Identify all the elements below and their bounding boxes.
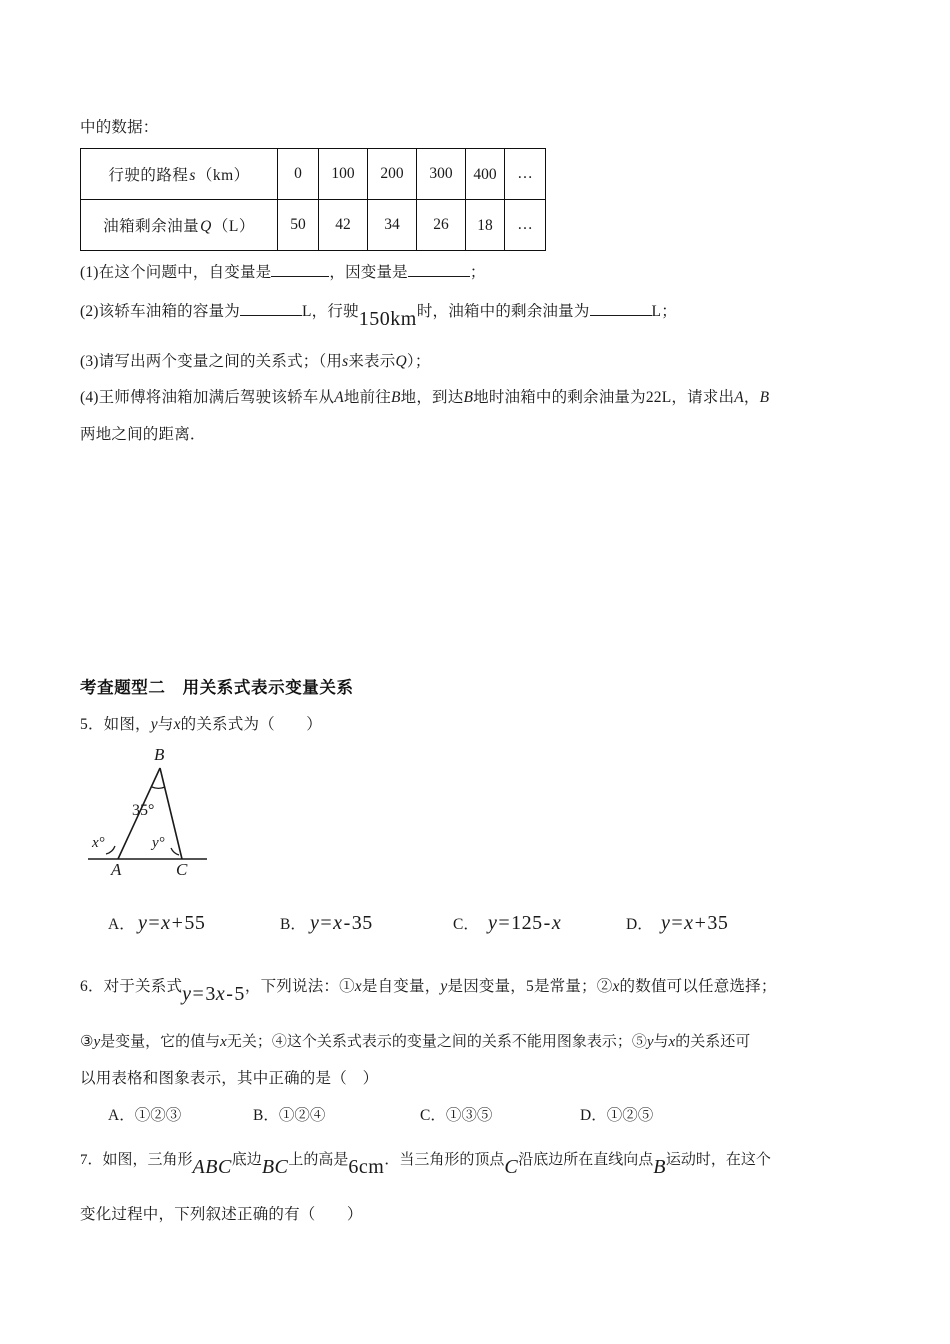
option-c[interactable] — [420, 1103, 492, 1125]
variable-x: x — [668, 1034, 676, 1050]
q6-l2-d: 与 — [653, 1034, 669, 1050]
q7-f: 运动时，在这个 — [665, 1152, 771, 1168]
q5-stem-b: 与 — [157, 716, 174, 733]
formula-op: + — [171, 912, 184, 934]
option-c-value: ①③⑤ — [445, 1107, 493, 1124]
option-b-formula — [310, 912, 373, 935]
triangle-abc: ABC — [192, 1156, 232, 1178]
option-c-label[interactable]: C． — [453, 916, 479, 933]
table-cell: 400 — [466, 149, 505, 200]
option-a-label: A． — [108, 1107, 135, 1124]
formula-lhs: y — [310, 912, 320, 934]
variable-x: x — [173, 716, 181, 733]
q6-l2-e: 的关系还可 — [675, 1034, 751, 1050]
formula-eq: = — [148, 912, 161, 934]
option-d-formula — [661, 912, 728, 935]
q5-stem-a: 5．如图， — [80, 716, 151, 733]
variable-x: x — [354, 978, 362, 995]
formula-eq: = — [671, 912, 684, 934]
question4-part4-line1 — [80, 388, 769, 408]
formula-num: 5 — [234, 983, 245, 1005]
point-b: B — [463, 389, 474, 406]
row-label-pre: 行驶的路程 — [108, 167, 189, 184]
formula-lhs: y — [138, 912, 148, 934]
angle-arc-b — [152, 787, 165, 788]
option-d-label[interactable]: D． — [626, 916, 653, 933]
table-cell: … — [505, 200, 546, 251]
table-cell: 34 — [368, 200, 417, 251]
part4-text-b: 地前往 — [343, 389, 391, 406]
option-a-formula — [138, 912, 205, 935]
variable-y: y — [440, 978, 448, 995]
answer-blank[interactable] — [240, 315, 302, 316]
formula-rhs-var: 125 — [511, 912, 543, 934]
part2-text-c: 时，油箱中的剩余油量为 — [416, 303, 590, 320]
q6-formula — [182, 983, 245, 1005]
table-row — [81, 149, 546, 200]
option-d[interactable] — [580, 1103, 653, 1125]
part1-text-b: ，因变量是 — [329, 264, 408, 281]
question6-stem-line3: 以用表格和图象表示，其中正确的是（ ） — [80, 1070, 379, 1087]
option-c-formula — [488, 912, 561, 935]
question7-stem-line1 — [80, 1148, 771, 1178]
option-a-value: ①②③ — [134, 1107, 182, 1124]
q6-l2-a: ③ — [80, 1034, 94, 1050]
formula-x: x — [215, 983, 226, 1005]
distance-formula: 150km — [358, 308, 417, 330]
part4-text-a: (4)王师傅将油箱加满后驾驶该轿车从 — [80, 389, 335, 406]
formula-num: 55 — [184, 912, 206, 934]
option-b-label[interactable]: B． — [280, 916, 306, 933]
formula-lhs: y — [661, 912, 671, 934]
formula-num: 35 — [351, 912, 373, 934]
q7-a: 7．如图，三角形 — [80, 1152, 193, 1168]
question5-stem — [80, 715, 322, 735]
q5-stem-c: 的关系式为（ ） — [180, 716, 322, 733]
question4-part3 — [80, 352, 431, 372]
label-angle-b: 35° — [132, 802, 155, 819]
label-angle-c: y° — [152, 835, 165, 851]
triangle-figure — [80, 742, 280, 877]
formula-num: x — [551, 912, 562, 934]
table-cell: 300 — [417, 149, 466, 200]
formula-rhs-var: x — [161, 912, 171, 934]
question4-part4-line2: 两地之间的距离． — [80, 426, 206, 443]
row-label-variable: Q — [200, 218, 212, 235]
part4-text-c: 地，到达 — [400, 389, 464, 406]
formula-op: + — [694, 912, 707, 934]
option-d-value: ①②⑤ — [606, 1107, 654, 1124]
option-d-label: D． — [580, 1107, 607, 1124]
row-label-pre: 油箱剩余油量 — [103, 218, 200, 235]
section-heading: 考查题型二 用关系式表示变量关系 — [80, 679, 354, 697]
part1-text-a: (1)在这个问题中，自变量是 — [80, 264, 272, 281]
q6-stem-b: ，下列说法：① — [244, 978, 355, 995]
triangle-diagram-svg — [80, 742, 280, 877]
formula-eq: = — [320, 912, 333, 934]
variable-y: y — [646, 1034, 654, 1050]
variable-x: x — [612, 978, 620, 995]
option-a-label[interactable]: A． — [108, 916, 135, 933]
option-b-label: B． — [253, 1107, 279, 1124]
point-a: A — [334, 389, 344, 406]
q7-c: 上的高是 — [288, 1152, 349, 1168]
formula-coef: 3 — [205, 983, 216, 1005]
row-label-post: （L） — [212, 218, 255, 235]
angle-arc-a — [106, 846, 115, 854]
part2-text-d: L； — [651, 303, 677, 320]
formula-lhs: y — [488, 912, 498, 934]
part3-mid-text: 来表示 — [348, 353, 396, 370]
q7-e: 沿底边所在直线向点 — [518, 1152, 654, 1168]
part4-text-d: 地时油箱中的剩余油量为22L，请求出 — [473, 389, 735, 406]
table-cell: 18 — [466, 200, 505, 251]
formula-num: 35 — [707, 912, 729, 934]
q6-l2-c: 无关；④这个关系式表示的变量之间的关系不能用图象表示；⑤ — [226, 1034, 647, 1050]
label-vertex-c: C — [176, 860, 188, 877]
q6-l2-b: 是变量，它的值与 — [100, 1034, 221, 1050]
label-vertex-b: B — [154, 745, 165, 764]
variable-x: x — [220, 1034, 227, 1050]
segment-bc: BC — [261, 1156, 289, 1178]
option-b[interactable] — [253, 1103, 325, 1125]
part1-text-c: ； — [469, 264, 486, 281]
answer-blank[interactable] — [590, 315, 652, 316]
answer-blank[interactable] — [408, 276, 470, 277]
part3-text: (3)请写出两个变量之间的关系式；（用 — [80, 353, 343, 370]
question4-part2 — [80, 300, 677, 330]
question6-stem-line2 — [80, 1032, 750, 1052]
q7-b: 底边 — [231, 1152, 262, 1168]
label-vertex-a: A — [111, 860, 122, 877]
height-value: 6cm — [348, 1156, 385, 1178]
question6-stem-line1 — [80, 975, 777, 1005]
q6-stem-e: 的数值可以任意选择； — [619, 978, 777, 995]
table-cell: 200 — [368, 149, 417, 200]
q6-stem-d: 是因变量，5是常量；② — [447, 978, 613, 995]
q6-stem-a: 6．对于关系式 — [80, 978, 183, 995]
part4-comma: ， — [743, 389, 760, 406]
option-c-label: C． — [420, 1107, 446, 1124]
formula-op: - — [343, 912, 351, 934]
part2-text-b: L，行驶 — [301, 303, 359, 320]
part3-end-text: ）； — [406, 353, 431, 370]
table-cell: 100 — [319, 149, 368, 200]
row-label-variable: s — [189, 167, 196, 184]
label-angle-a: x° — [92, 835, 105, 851]
table-row-label — [81, 149, 278, 200]
point-b: B — [390, 389, 401, 406]
table-cell: 0 — [278, 149, 319, 200]
formula-op: - — [543, 912, 551, 934]
option-a[interactable] — [108, 1103, 181, 1125]
formula-eq: = — [498, 912, 511, 934]
table-cell: 42 — [319, 200, 368, 251]
point-c: C — [504, 1156, 519, 1178]
point-a: A — [734, 389, 744, 406]
part2-text-a: (2)该轿车油箱的容量为 — [80, 303, 240, 320]
formula-eq: = — [192, 983, 205, 1005]
formula-rhs-var: x — [333, 912, 343, 934]
q6-stem-c: 是自变量， — [361, 978, 441, 995]
answer-blank[interactable] — [271, 276, 329, 277]
formula-y: y — [182, 983, 192, 1005]
table-cell: 50 — [278, 200, 319, 251]
angle-arc-c — [171, 848, 179, 855]
table-cell: 26 — [417, 200, 466, 251]
variable-y: y — [150, 716, 158, 733]
formula-op: - — [226, 983, 234, 1005]
table-row-label — [81, 200, 278, 251]
point-b: B — [759, 389, 770, 406]
variable-y: y — [93, 1034, 101, 1050]
data-table — [80, 148, 546, 251]
part3-variable-q: Q — [395, 353, 407, 370]
q7-d: ．当三角形的顶点 — [384, 1152, 505, 1168]
option-b-value: ①②④ — [278, 1107, 326, 1124]
row-label-post: （km） — [196, 167, 250, 184]
intro-text: 中的数据： — [80, 119, 159, 136]
table-row — [81, 200, 546, 251]
part3-variable-s: s — [342, 353, 349, 370]
question4-part1 — [80, 263, 486, 283]
point-b: B — [653, 1156, 666, 1178]
table-cell: … — [505, 149, 546, 200]
formula-rhs-var: x — [684, 912, 694, 934]
question7-stem-line2: 变化过程中，下列叙述正确的有（ ） — [80, 1206, 363, 1223]
